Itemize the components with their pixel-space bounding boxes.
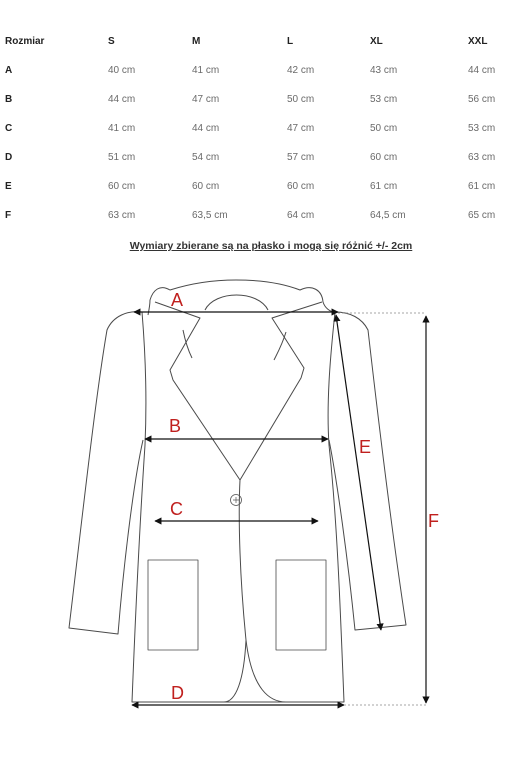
cell: 42 cm bbox=[287, 65, 315, 76]
cell: 60 cm bbox=[192, 181, 220, 192]
right-pocket bbox=[276, 560, 326, 650]
cell: 61 cm bbox=[468, 181, 496, 192]
cell: 53 cm bbox=[468, 123, 496, 134]
cell: 40 cm bbox=[108, 65, 136, 76]
label-e: E bbox=[359, 437, 372, 457]
row-label: F bbox=[5, 210, 12, 221]
cell: 50 cm bbox=[370, 123, 398, 134]
measure-line-e bbox=[336, 315, 381, 630]
cell: 44 cm bbox=[108, 94, 136, 105]
left-lapel bbox=[155, 302, 240, 480]
left-sleeve bbox=[69, 312, 143, 634]
cell: 64 cm bbox=[287, 210, 315, 221]
header-s: S bbox=[108, 36, 115, 47]
cell: 60 cm bbox=[108, 181, 136, 192]
header-m: M bbox=[192, 36, 201, 47]
row-label: D bbox=[5, 152, 13, 163]
label-d: D bbox=[171, 683, 184, 703]
label-c: C bbox=[170, 499, 183, 519]
button-icon bbox=[231, 495, 242, 506]
header-rozmiar: Rozmiar bbox=[5, 36, 45, 47]
cell: 41 cm bbox=[108, 123, 136, 134]
measurement-note: Wymiary zbierane są na płasko i mogą się różnić +/- 2cm bbox=[129, 240, 413, 252]
cell: 63,5 cm bbox=[192, 210, 228, 221]
cell: 60 cm bbox=[287, 181, 315, 192]
blazer-body bbox=[132, 312, 344, 702]
cell: 50 cm bbox=[287, 94, 315, 105]
cell: 63 cm bbox=[108, 210, 136, 221]
cell: 47 cm bbox=[192, 94, 220, 105]
cell: 56 cm bbox=[468, 94, 496, 105]
cell: 51 cm bbox=[108, 152, 136, 163]
front-opening bbox=[239, 480, 286, 702]
cell: 61 cm bbox=[370, 181, 398, 192]
row-label: A bbox=[5, 65, 13, 76]
cell: 53 cm bbox=[370, 94, 398, 105]
cell: 41 cm bbox=[192, 65, 220, 76]
cell: 63 cm bbox=[468, 152, 496, 163]
right-lapel bbox=[240, 302, 322, 480]
cell: 54 cm bbox=[192, 152, 220, 163]
blazer-outline bbox=[69, 280, 406, 702]
row-label: C bbox=[5, 123, 13, 134]
row-label: B bbox=[5, 94, 13, 105]
cell: 43 cm bbox=[370, 65, 398, 76]
cell: 44 cm bbox=[192, 123, 220, 134]
cell: 64,5 cm bbox=[370, 210, 406, 221]
header-xxl: XXL bbox=[468, 36, 488, 47]
cell: 44 cm bbox=[468, 65, 496, 76]
label-a: A bbox=[171, 290, 184, 310]
label-f: F bbox=[428, 511, 439, 531]
cell: 65 cm bbox=[468, 210, 496, 221]
cell: 60 cm bbox=[370, 152, 398, 163]
cell: 47 cm bbox=[287, 123, 315, 134]
header-l: L bbox=[287, 36, 294, 47]
left-pocket bbox=[148, 560, 198, 650]
row-label: E bbox=[5, 181, 12, 192]
cell: 57 cm bbox=[287, 152, 315, 163]
right-sleeve bbox=[329, 312, 406, 630]
label-b: B bbox=[169, 416, 182, 436]
header-xl: XL bbox=[370, 36, 383, 47]
